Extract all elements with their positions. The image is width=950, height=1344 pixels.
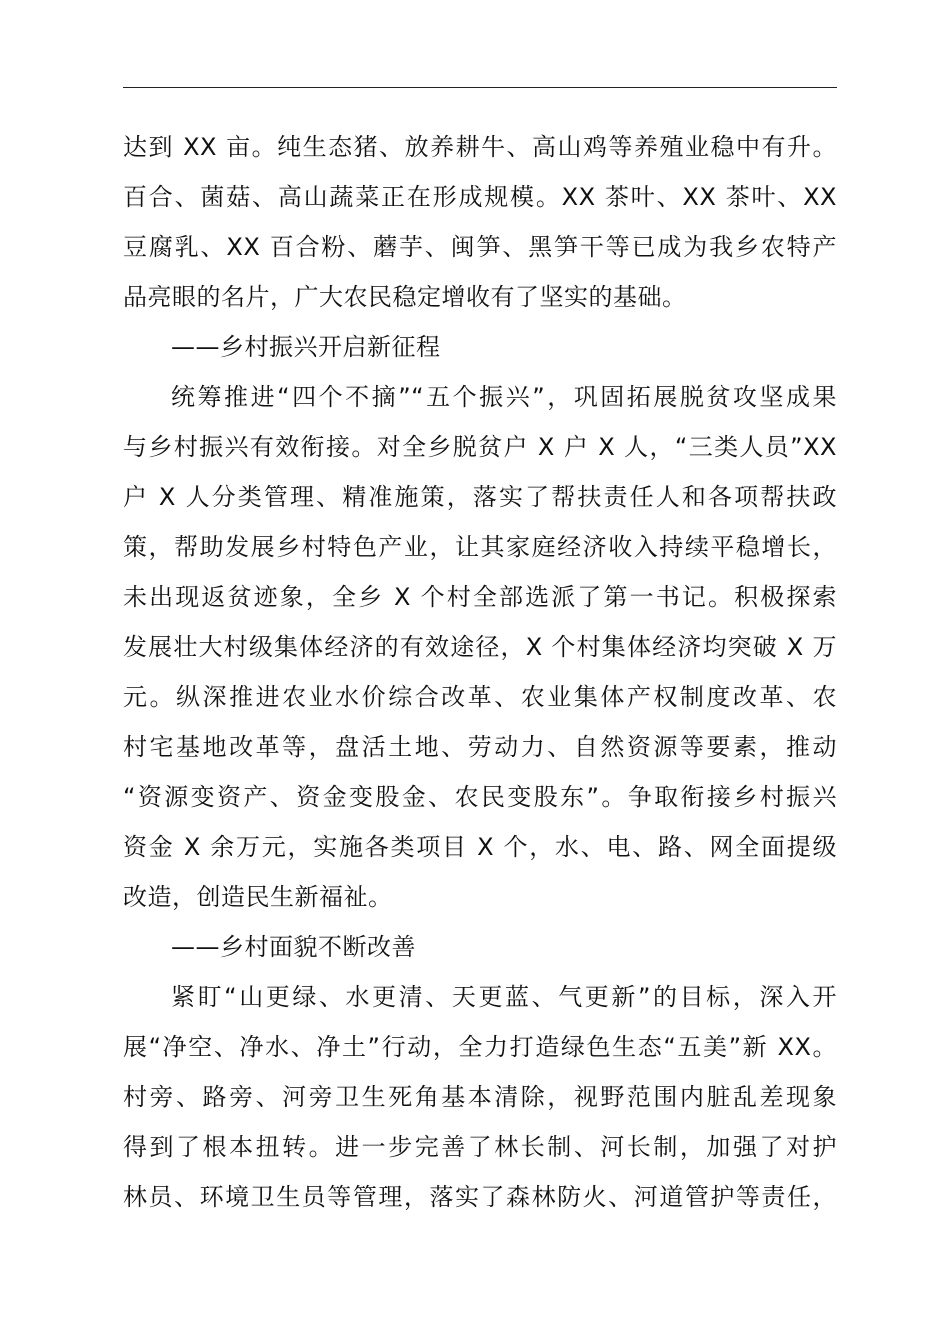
text-line: 品亮眼的名片，广大农民稳定增收有了坚实的基础。 [123,283,687,311]
document-body [123,122,837,1222]
section-heading: ——乡村振兴开启新征程 [171,333,441,361]
text-line: 百合、菌菇、高山蔬菜正在形成规模。XX 茶叶、XX 茶叶、XX [123,183,837,211]
text-line: 资金 X 余万元，实施各类项目 X 个，水、电、路、网全面提级 [123,833,837,861]
text-line: 得到了根本扭转。进一步完善了林长制、河长制，加强了对护 [123,1133,837,1161]
header-rule [123,87,837,88]
text-line: 策，帮助发展乡村特色产业，让其家庭经济收入持续平稳增长， [123,533,837,561]
text-line: 与乡村振兴有效衔接。对全乡脱贫户 X 户 X 人，“三类人员”XX [123,433,837,461]
text-line: 展“净空、净水、净土”行动，全力打造绿色生态“五美”新 XX。 [123,1033,837,1061]
text-line: 村旁、路旁、河旁卫生死角基本清除，视野范围内脏乱差现象 [123,1083,837,1111]
text-line: 统筹推进“四个不摘”“五个振兴”，巩固拓展脱贫攻坚成果 [171,383,837,411]
section-heading: ——乡村面貌不断改善 [171,933,416,961]
text-line: 户 X 人分类管理、精准施策，落实了帮扶责任人和各项帮扶政 [123,483,837,511]
text-line: 林员、环境卫生员等管理，落实了森林防火、河道管护等责任， [123,1183,837,1211]
text-line: 豆腐乳、XX 百合粉、蘑芋、闽笋、黑笋干等已成为我乡农特产 [123,233,837,261]
text-line: 发展壮大村级集体经济的有效途径，X 个村集体经济均突破 X 万 [123,633,837,661]
text-line: 改造，创造民生新福祉。 [123,883,393,911]
text-line: 达到 XX 亩。纯生态猪、放养耕牛、高山鸡等养殖业稳中有升。 [123,133,837,161]
text-line: 村宅基地改革等，盘活土地、劳动力、自然资源等要素，推动 [123,733,837,761]
text-line: 元。纵深推进农业水价综合改革、农业集体产权制度改革、农 [123,683,837,711]
text-line: 未出现返贫迹象，全乡 X 个村全部选派了第一书记。积极探索 [123,583,837,611]
text-line: 紧盯“山更绿、水更清、天更蓝、气更新”的目标，深入开 [171,983,837,1011]
text-line: “资源变资产、资金变股金、农民变股东”。争取衔接乡村振兴 [123,783,837,811]
